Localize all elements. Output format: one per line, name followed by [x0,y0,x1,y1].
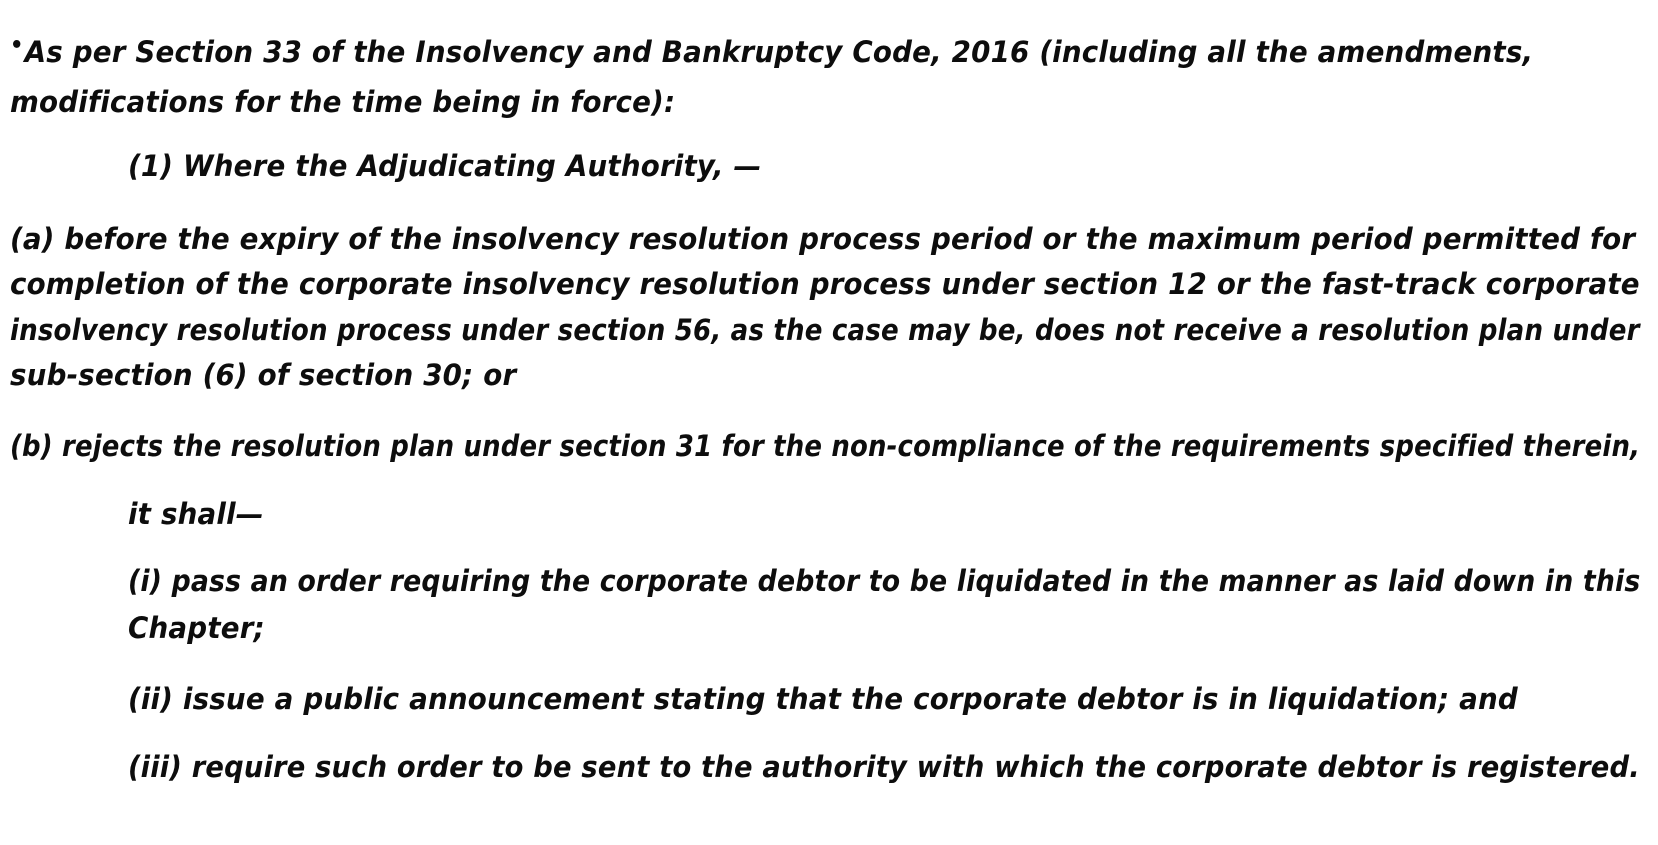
intro-line-1-text: As per Section 33 of the Insolvency and Bankruptcy Code, 2016 (including all the amendments, [24,35,1534,69]
item-iii-line: (iii) require such order to be sent to the authority with which the corporate debtor is registered. [128,750,1640,784]
intro-mark: • [10,33,24,58]
clause-a-line-2: completion of the corporate insolvency resolution process under section 12 or the fast-track corporate [10,267,1640,301]
item-ii-line: (ii) issue a public announcement stating that the corporate debtor is in liquidation; and [128,682,1518,716]
clause-a-line-1: (a) before the expiry of the insolvency resolution process period or the maximum period permitted for [10,222,1636,256]
clause-b-line: (b) rejects the resolution plan under section 31 for the non-compliance of the requirements specified therein, [10,429,1641,463]
item-i-line-2: Chapter; [128,611,265,645]
clause-a-line-4: sub-section (6) of section 30; or [10,358,517,392]
subsection-1-heading: (1) Where the Adjudicating Authority, — [128,149,762,183]
intro-line-2: modifications for the time being in force): [10,85,676,119]
intro-line-1 [10,28,1533,70]
it-shall-line: it shall— [128,497,264,531]
clause-a-line-3: insolvency resolution process under section 56, as the case may be, does not receive a resolution plan under [10,313,1640,347]
item-i-line-1: (i) pass an order requiring the corporate debtor to be liquidated in the manner as laid down in this [128,564,1641,598]
